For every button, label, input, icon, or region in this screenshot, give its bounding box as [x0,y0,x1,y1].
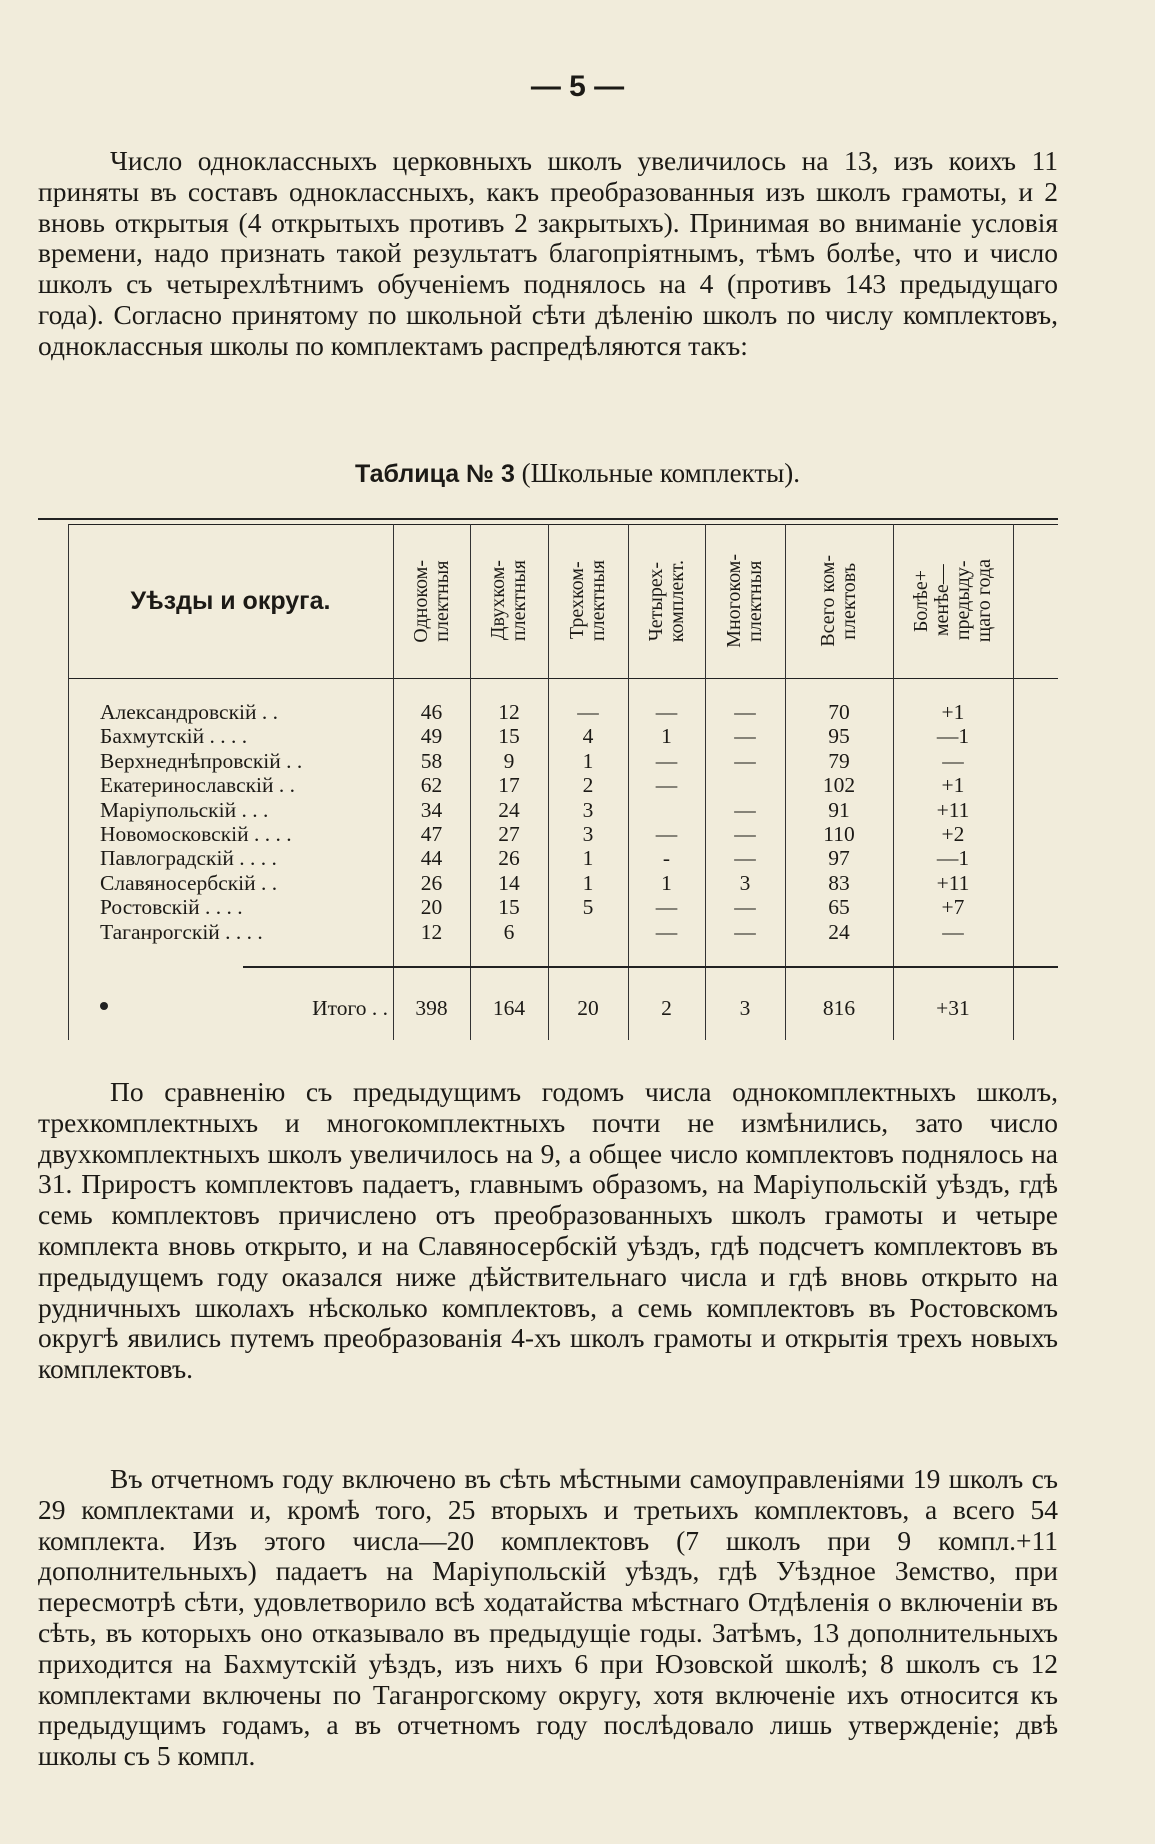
table-cell: 58 [420,748,443,773]
table-cell: +7 [941,895,965,920]
table-cell: 1 [582,846,594,871]
district-name: Павлоградскій . . . . [100,846,277,871]
table-cell: — [734,822,756,846]
table-cell: 34 [420,797,443,822]
table-cell: 6 [503,919,515,944]
table-cell: 95 [828,724,850,749]
table-cell: 2 [582,773,594,798]
table-cell: — [734,700,756,724]
district-name: Новомосковскій . . . . [100,822,292,846]
table-cell: +2 [941,822,965,846]
table-row-header: Уѣзды и округа. [130,586,331,615]
table-cell: 17 [498,773,520,798]
table-cell: — [734,895,756,920]
table-cell: 12 [498,700,520,724]
table-cell: 5 [582,895,594,920]
table-cell: — [734,846,756,871]
table-cell: 15 [498,724,520,749]
table-cell: 70 [828,700,850,724]
column-header [470,528,548,674]
column-header [893,528,1013,674]
paragraph-inclusion-text: Въ отчетномъ году включено въ сѣть мѣстными самоуправленіями 19 школъ съ 29 комплектами и, кромѣ того, 25 вторыхъ и третьихъ комплектовъ, а всего 54 комплекта. Изъ этого числа—20 комплектовъ (7 школъ при 9 компл.+11 дополнительныхъ) падаетъ на Маріупольскій уѣздъ, гдѣ Уѣздное Земство, при пересмотрѣ сѣти, удовлетворило всѣ ходатайства мѣстнаго Отдѣленія о включеніи въ сѣть, въ которыхъ оно отказывало въ предыдущіе годы. Затѣмъ, 13 дополнительныхъ приходится на Бахмутскій уѣздъ, изъ нихъ 6 при Юзовской школѣ; 8 школъ съ 12 комплектами включены по Таганрогскому округу, хотя включеніе ихъ относится къ предыдущимъ годамъ, а въ отчетномъ году послѣдовало лишь утвержденіе; двѣ школы съ 5 компл. [38,1463,1058,1772]
table-cell: - [662,846,671,871]
table-cell: 49 [420,724,443,749]
table-cell: 83 [828,870,850,895]
table-cell: —1 [936,724,970,749]
district-name: Таганрогскій . . . . [100,919,263,944]
table-row [38,822,1058,846]
total-label: Итого . . [312,996,388,1020]
table-cell: 398 [415,996,448,1020]
total-rule [243,966,1058,968]
table-cell: — [655,700,678,724]
table-cell: 1 [582,748,594,773]
paragraph-comparison [38,1077,1058,1385]
table-row [38,846,1058,870]
table-cell: 1 [582,870,594,895]
table-row [38,773,1058,797]
table-cell: — [734,748,756,773]
table-cell: — [655,773,678,798]
column-header-text: Многоком- плектныя [723,554,766,648]
table-row [38,920,1058,944]
table-caption-subtitle: (Школьные комплекты). [521,458,801,488]
table-cell: +11 [936,870,970,895]
paragraph-intro-text: Число одноклассныхъ церковныхъ школъ увеличилось на 13, изъ коихъ 11 приняты въ составъ одноклассныхъ, какъ преобразованныя изъ школъ грамоты, и 2 вновь открытыя (4 открытыхъ противъ 2 закрытыхъ). Принимая во вниманіе условія времени, надо признать такой результатъ благопріятнымъ, тѣмъ болѣе, что и число школъ съ четырехлѣтнимъ обученіемъ поднялось на 4 (противъ 143 предыдущаго года). Согласно принятому по школьной сѣти дѣленію школъ по числу комплектовъ, одноклассныя школы по комплектамъ распредѣляются такъ: [38,145,1058,361]
table-cell: — [655,748,678,773]
table-cell: 24 [498,797,520,822]
table-cell: 816 [822,996,856,1020]
district-name: Верхнеднѣпровскій . . [100,748,303,773]
table-cell: 62 [420,773,443,798]
column-header-text: Трехком- плектныя [566,560,609,642]
district-name: Славяносербскій . . [100,870,278,895]
table-cell: 91 [828,797,850,822]
column-header [393,528,470,674]
table-cell: — [655,822,678,846]
table-cell: 3 [582,822,594,846]
table-row [38,749,1058,773]
table-caption-label: Таблица № 3 [354,460,515,488]
table-cell: 12 [420,919,443,944]
table-cell: — [734,919,756,944]
table-cell: 4 [582,724,594,749]
district-name: Маріупольскій . . . [100,797,269,822]
column-header [785,528,893,674]
table-cell: 24 [828,919,850,944]
table-cell: — [655,895,678,920]
table-cell: 44 [420,846,443,871]
table-cell: +1 [941,700,965,724]
column-header [628,528,705,674]
table-cell: 15 [498,895,520,920]
table-cell: 14 [498,870,520,895]
column-header [705,528,785,674]
table-cell: — [734,797,756,822]
table-cell: 20 [420,895,443,920]
table-cell: — [942,919,964,944]
table-header-rule [68,678,1058,679]
table-cell: 26 [420,870,443,895]
table-cell: 1 [661,870,672,895]
paragraph-inclusion [38,1464,1058,1772]
table-caption [0,458,1155,489]
bullet-mark [100,1002,108,1010]
district-name: Бахмутскій . . . . [100,724,248,749]
table-cell: — [942,748,964,773]
table-cell: 47 [420,822,443,846]
table-cell: 9 [503,748,515,773]
table-top-rule [38,518,1058,520]
table-cell: +31 [936,996,970,1020]
table-total-row [38,996,1058,1020]
table-cell: — [577,700,599,724]
table-cell: 27 [498,822,520,846]
table-cell: +1 [941,773,965,798]
table-cell: 110 [823,822,855,846]
column-header-text: Четырех- комплект. [644,559,688,643]
school-sets-table [38,518,1058,1040]
table-cell: 3 [739,996,751,1020]
table-cell: 65 [828,895,850,920]
table-row [38,871,1058,895]
table-cell: 164 [492,996,526,1020]
district-name: Александровскій . . [100,700,278,724]
column-header [548,528,628,674]
table-cell: — [655,919,678,944]
table-row [38,798,1058,822]
table-cell: 46 [420,700,443,724]
table-cell: 3 [582,797,594,822]
table-row [38,700,1058,724]
table-cell: 79 [828,748,850,773]
column-header-text: Болѣе+ менѣе— предыду- щаго года [910,559,995,643]
district-name: Екатеринославскій . . [100,773,296,798]
table-row [38,895,1058,919]
table-cell: 2 [661,996,672,1020]
table-cell: 26 [498,846,520,871]
paragraph-intro [38,146,1058,362]
paragraph-comparison-text: По сравненію съ предыдущимъ годомъ числа однокомплектныхъ школъ, трехкомплектныхъ и многокомплектныхъ почти не измѣнились, зато число двухкомплектныхъ школъ увеличилось на 9, а общее число комплектовъ поднялось на 31. Приростъ комплектовъ падаетъ, главнымъ образомъ, на Маріупольскій уѣздъ, гдѣ семь комплектовъ причислено отъ преобразованныхъ школъ грамоты и четыре комплекта вновь открыто, и на Славяносербскій уѣздъ, гдѣ подсчетъ комплектовъ въ предыдущемъ году оказался ниже дѣйствительнаго числа и гдѣ вновь открыто на рудничныхъ школахъ нѣсколько комплектовъ, а семь комплектовъ въ Ростовскомъ округѣ явились путемъ преобразованія 4-хъ школъ грамоты и открытія трехъ новыхъ комплектовъ. [38,1076,1058,1385]
page-number: — 5 — [530,70,625,103]
column-header-text: Всего ком- плектовъ [817,555,860,647]
district-name: Ростовскій . . . . [100,895,243,920]
table-cell: 20 [577,996,599,1020]
table-cell: 102 [822,773,856,798]
table-cell: —1 [936,846,970,871]
table-cell: — [734,724,756,749]
table-cell: 1 [661,724,672,749]
table-cell: +11 [936,797,970,822]
column-header-text: Одноком- плектныя [409,559,453,643]
table-row [38,724,1058,748]
table-cell: 3 [739,870,751,895]
column-header-text: Двухком- плектныя [487,560,530,642]
table-cell: 97 [828,846,850,871]
